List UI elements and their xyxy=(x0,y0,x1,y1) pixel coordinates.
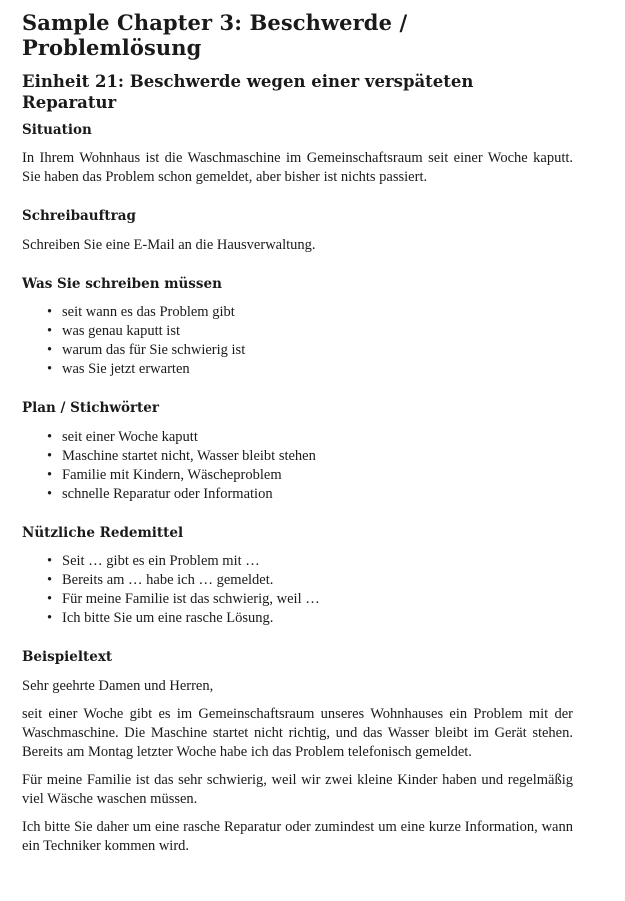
example-paragraph: seit einer Woche gibt es im Gemeinschaftsraum unseres Wohnhauses ein Problem mit der Waschmaschine. Die Maschine startet nicht richtig, und das Wasser bleibt im Gerät stehen. Bereits am Montag letzter Woche habe ich das Problem telefonisch gemeldet. xyxy=(22,705,573,760)
requirements-heading: Was Sie schreiben müssen xyxy=(22,275,222,292)
list-item: • Maschine startet nicht, Wasser bleibt stehen xyxy=(62,447,573,466)
example-heading: Beispieltext xyxy=(22,649,113,666)
list-item: • Ich bitte Sie um eine rasche Lösung. xyxy=(62,609,573,628)
list-item: • Seit … gibt es ein Problem mit … xyxy=(62,552,573,571)
situation-text: In Ihrem Wohnhaus ist die Waschmaschine im Gemeinschaftsraum seit einer Woche kaputt. Sie haben das Problem schon gemeldet, aber bisher ist nichts passiert. xyxy=(22,150,573,186)
list-item: • seit wann es das Problem gibt xyxy=(62,303,573,322)
list-item: • was Sie jetzt erwarten xyxy=(62,360,573,379)
task-heading: Schreibauftrag xyxy=(22,208,136,225)
plan-list xyxy=(22,428,573,504)
plan-section xyxy=(22,400,573,504)
phrases-heading: Nützliche Redemittel xyxy=(22,524,184,541)
phrases-section xyxy=(22,525,573,629)
example-paragraph: Für meine Familie ist das sehr schwierig, weil wir zwei kleine Kinder haben und regelmäßig viel Wäsche waschen müssen. xyxy=(22,771,573,807)
phrases-list xyxy=(22,552,573,628)
requirements-list xyxy=(22,303,573,379)
unit-title: Einheit 21: Beschwerde wegen einer verspäteten Reparatur xyxy=(22,72,474,112)
list-item: • schnelle Reparatur oder Information xyxy=(62,485,573,504)
list-item: • warum das für Sie schwierig ist xyxy=(62,341,573,360)
requirements-section xyxy=(22,276,573,380)
situation-heading: Situation xyxy=(22,121,92,138)
example-salutation: Sehr geehrte Damen und Herren, xyxy=(22,677,214,694)
plan-heading: Plan / Stichwörter xyxy=(22,400,159,417)
task-section xyxy=(22,208,573,255)
list-item: • Familie mit Kindern, Wäscheproblem xyxy=(62,466,573,485)
list-item: • Bereits am … habe ich … gemeldet. xyxy=(62,571,573,590)
task-text: Schreiben Sie eine E-Mail an die Hausverwaltung. xyxy=(22,236,316,253)
chapter-title: Sample Chapter 3: Beschwerde / Problemlösung xyxy=(22,10,408,61)
situation-section xyxy=(22,122,573,188)
example-section xyxy=(22,649,573,856)
example-paragraph: Ich bitte Sie daher um eine rasche Reparatur oder zumindest um eine kurze Information, wann ein Techniker kommen wird. xyxy=(22,818,573,854)
list-item: • seit einer Woche kaputt xyxy=(62,428,573,447)
list-item: • Für meine Familie ist das schwierig, weil … xyxy=(62,590,573,609)
list-item: • was genau kaputt ist xyxy=(62,322,573,341)
